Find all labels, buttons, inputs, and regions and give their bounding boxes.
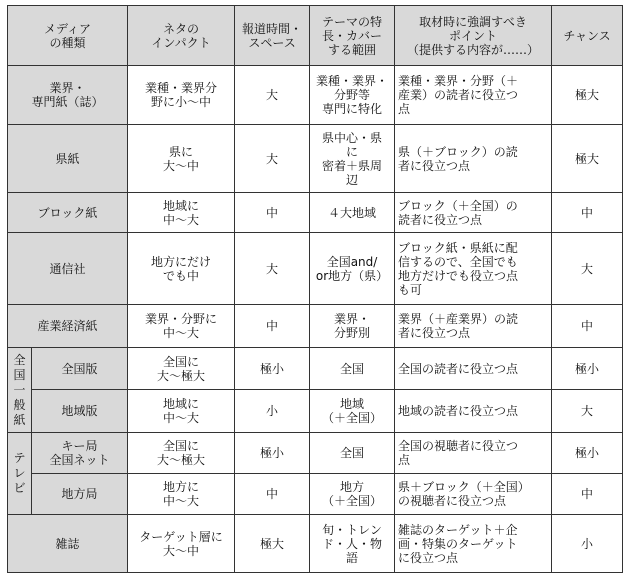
header-impact: ネタの インパクト	[128, 6, 235, 66]
cell-theme: 全国	[310, 348, 395, 390]
cell-chance: 中	[552, 474, 623, 515]
table-row-gyokai	[8, 66, 623, 125]
cell-theme: 旬・トレン ド・人・物 語	[310, 515, 395, 573]
cell-media: 地域版	[32, 390, 128, 433]
table-row-chiiki	[8, 390, 623, 433]
cell-media: ブロック紙	[8, 193, 128, 233]
table-row-tsushin	[8, 233, 623, 305]
cell-impact: 県に 大〜中	[128, 125, 235, 193]
table-row-block	[8, 193, 623, 233]
cell-media: 通信社	[8, 233, 128, 305]
cell-impact: 全国に 大〜極大	[128, 433, 235, 474]
table-row-zasshi	[8, 515, 623, 573]
cell-chance: 極小	[552, 433, 623, 474]
cell-time: 極小	[235, 433, 310, 474]
cell-theme: 県中心・県 に 密着＋県周 辺	[310, 125, 395, 193]
cell-point: 雑誌のターゲット＋企 画・特集のターゲット に役立つ点	[395, 515, 552, 573]
cell-chance: 極小	[552, 348, 623, 390]
cell-time: 中	[235, 305, 310, 348]
cell-theme: 地方 （＋全国）	[310, 474, 395, 515]
cell-impact: 地域に 中〜大	[128, 193, 235, 233]
cell-impact: ターゲット層に 大〜中	[128, 515, 235, 573]
cell-media: 産業経済紙	[8, 305, 128, 348]
group-label-ippanshi: 全 国 一 般 紙	[8, 348, 32, 433]
header-time-space: 報道時間・ スペース	[235, 6, 310, 66]
cell-chance: 中	[552, 305, 623, 348]
cell-impact: 地方にだけ でも中	[128, 233, 235, 305]
cell-impact: 業種・業界分 野に小〜中	[128, 66, 235, 125]
cell-time: 大	[235, 233, 310, 305]
cell-chance: 小	[552, 515, 623, 573]
cell-chance: 極大	[552, 66, 623, 125]
cell-chance: 中	[552, 193, 623, 233]
cell-point: 業界（＋産業界）の読 者に役立つ点	[395, 305, 552, 348]
cell-impact: 全国に 大〜極大	[128, 348, 235, 390]
cell-chance: 大	[552, 390, 623, 433]
cell-time: 大	[235, 125, 310, 193]
cell-chance: 極大	[552, 125, 623, 193]
cell-theme: 全国	[310, 433, 395, 474]
cell-time: 中	[235, 193, 310, 233]
header-point: 取材時に強調すべき ポイント （提供する内容が……）	[395, 6, 552, 66]
cell-point: ブロック紙・県紙に配 信するので、全国でも 地方だけでも役立つ点 も可	[395, 233, 552, 305]
media-comparison-table-container	[7, 5, 623, 573]
cell-impact: 地域に 中〜大	[128, 390, 235, 433]
cell-impact: 業界・分野に 中〜大	[128, 305, 235, 348]
cell-time: 大	[235, 66, 310, 125]
cell-point: 全国の読者に役立つ点	[395, 348, 552, 390]
table-row-sangyo	[8, 305, 623, 348]
cell-time: 小	[235, 390, 310, 433]
cell-time: 中	[235, 474, 310, 515]
table-row-key	[8, 433, 623, 474]
cell-impact: 地方に 中〜大	[128, 474, 235, 515]
cell-point: 業種・業界・分野（＋ 産業）の読者に役立つ 点	[395, 66, 552, 125]
cell-media: キー局 全国ネット	[32, 433, 128, 474]
cell-point: 県＋ブロック（＋全国） の視聴者に役立つ点	[395, 474, 552, 515]
cell-media: 地方局	[32, 474, 128, 515]
cell-point: 県（＋ブロック）の読 者に役立つ点	[395, 125, 552, 193]
cell-media: 業界・ 専門紙（誌）	[8, 66, 128, 125]
cell-theme: 業界・ 分野別	[310, 305, 395, 348]
header-theme: テーマの特 長・カバー する範囲	[310, 6, 395, 66]
cell-chance: 大	[552, 233, 623, 305]
cell-theme: 全国and/ or地方（県）	[310, 233, 395, 305]
cell-theme: 地域 （＋全国）	[310, 390, 395, 433]
cell-time: 極小	[235, 348, 310, 390]
cell-time: 極大	[235, 515, 310, 573]
cell-theme: ４大地域	[310, 193, 395, 233]
header-media-type: メディア の種類	[8, 6, 128, 66]
table-header-row	[8, 6, 623, 66]
header-chance: チャンス	[552, 6, 623, 66]
cell-point: 地域の読者に役立つ点	[395, 390, 552, 433]
cell-media: 県紙	[8, 125, 128, 193]
cell-point: 全国の視聴者に役立つ 点	[395, 433, 552, 474]
cell-media: 雑誌	[8, 515, 128, 573]
group-label-tv: テ レ ビ	[8, 433, 32, 515]
cell-media: 全国版	[32, 348, 128, 390]
media-comparison-table	[7, 5, 623, 573]
table-row-chiho	[8, 474, 623, 515]
cell-point: ブロック（＋全国）の 読者に役立つ点	[395, 193, 552, 233]
table-row-zenkoku	[8, 348, 623, 390]
cell-theme: 業種・業界・ 分野等 専門に特化	[310, 66, 395, 125]
table-row-kenshi	[8, 125, 623, 193]
